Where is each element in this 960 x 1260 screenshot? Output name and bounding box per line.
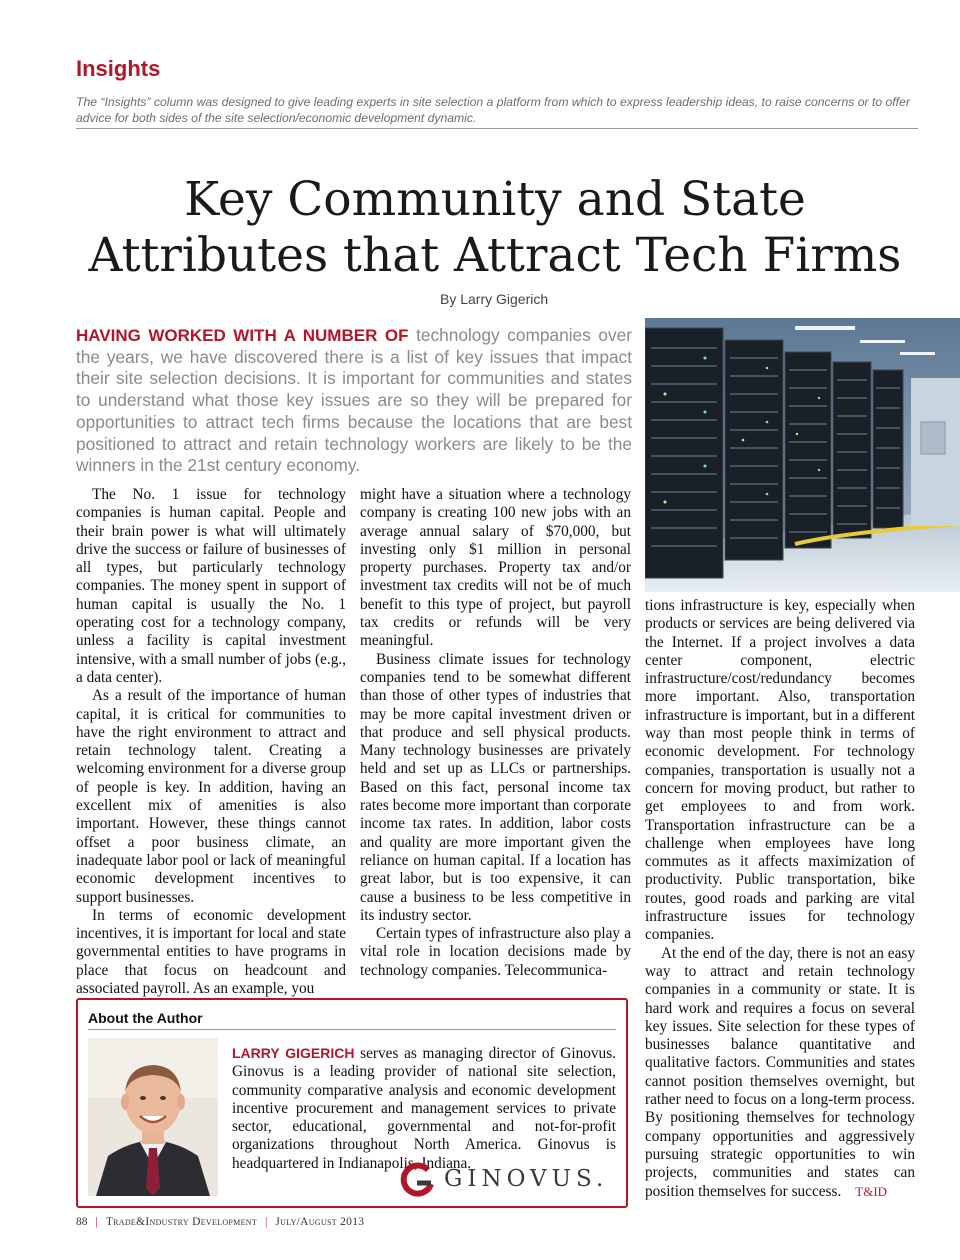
lede-lead-in: HAVING WORKED WITH A NUMBER OF [76, 326, 409, 345]
article-title-line-1: Key Community and State [184, 172, 806, 227]
article-column-1 [76, 486, 346, 998]
server-room-illustration [645, 318, 960, 592]
issue-date: July/August 2013 [275, 1216, 365, 1228]
footer-separator: | [95, 1216, 98, 1228]
author-bio-text: serves as managing director of Ginovus. Ginovus is a leading provider of national site selection, community comparative analysis and economic development incentive procurement and management services to private sector, educational, governmental and not-for-profit organizations throughout North America. Ginovus is headquartered in Indianapolis, Indiana. [232, 1045, 616, 1172]
lede-paragraph [76, 325, 632, 477]
column-1-paragraph-1: The No. 1 issue for technology companies is human capital. People and their brain power is what will ultimately drive the success or failure of businesses of all types, but particularly technology companies. The money spent in support of human capital is usually the No. 1 operating cost for a technology company, unless a facility is capital investment intensive, with a small number of jobs (e.g., a data center). [76, 486, 346, 686]
column-1-paragraph-3: In terms of economic development incentives, it is important for local and state governmental entities to have programs in place that focus on headcount and associated payroll. As an example, you [76, 906, 346, 998]
author-name: LARRY GIGERICH [232, 1045, 355, 1061]
about-author-divider [88, 1029, 616, 1030]
column-2-paragraph-1: might have a situation where a technology company is creating 100 new jobs with an average annual salary of $70,000, but investing only $1 million in personal property purchases. Property tax and/or investment tax credits will not be of much benefit to this type of project, but payroll tax credits or refunds will be very meaningful. [360, 486, 631, 650]
author-portrait-illustration [88, 1038, 218, 1196]
article-column-3 [645, 597, 915, 1201]
ginovus-logo-text: GINOVUS. [444, 1166, 609, 1192]
page-number: 88 [76, 1216, 88, 1228]
end-mark: T&ID [855, 1183, 888, 1199]
article-title-line-2: Attributes that Attract Tech Firms [88, 228, 902, 283]
author-bio [232, 1044, 616, 1173]
page-footer [76, 1216, 364, 1228]
column-3-paragraph-2 [645, 945, 915, 1201]
section-intro: The “Insights” column was designed to give leading experts in site selection a platform from which to express leadership ideas, to raise concerns or to offer advice for both sides of the site selection/economic development dynamic. [76, 95, 910, 125]
server-room-photo [645, 318, 960, 592]
lede-text: technology companies over the years, we have discovered there is a list of key issues that impact their site selection decisions. It is important for communities and states to understand what those key issues are so they will be prepared for opportunities to attract tech firms because the locations that are best positioned to attract and retain technology workers are likely to be the winners in the 21st century economy. [76, 325, 632, 476]
column-3-paragraph-1: tions infrastructure is key, especially when products or services are being delivered via the Internet. If a project involves a data center component, electric infrastructure/cost/redundancy becomes more important. Also, transportation infrastructure is important, but in a different way than most people think in terms of economic development. For technology companies, transportation is usually not a concern for moving product, but rather to get employees to and from work. Transportation infrastructure can be a challenge when employees have long commutes as it affects maximization of productivity. Public transportation, bike routes, good roads and parking are vital infrastructure issues for technology companies. [645, 597, 915, 944]
article-column-2 [360, 486, 631, 980]
header-divider [76, 128, 918, 129]
footer-separator: | [265, 1216, 268, 1228]
column-2-paragraph-2: Business climate issues for technology companies tend to be somewhat different than those of other types of industries that may be more capital investment driven or that produce and sell physical products. Many technology businesses are privately held and set up as LLCs or partnerships. Based on this fact, personal income tax rates become more important than corporate income tax rates. In addition, labor costs and quality are more important given the reliance on human capital. If a location has great labor, but is too expensive, it can cause a business to be less competitive in its industry sector. [360, 650, 631, 924]
column-3-paragraph-2-text: At the end of the day, there is not an easy way to attract and retain technology companies in a community or state. It is hard work and requires a focus on several key issues. Site selection for these types of businesses balance quantitative and qualitative factors. Communities and states cannot position themselves overnight, but rather need to focus on a long-term process. By positioning themselves for technology company opportunities and aggressively pursuing strategic opportunities to win projects, communities and states can position themselves for success. [645, 944, 915, 1200]
publication-name: Trade&Industry Development [105, 1216, 258, 1228]
column-2-paragraph-3: Certain types of infrastructure also play a vital role in location decisions made by technology companies. Telecommunica- [360, 925, 631, 979]
author-portrait [88, 1038, 218, 1196]
ginovus-logo-mark [398, 1162, 436, 1200]
ginovus-logo [398, 1160, 614, 1202]
column-1-paragraph-2: As a result of the importance of human capital, it is critical for communities to have the right environment to attract and retain technology talent. Creating a welcoming environment for a diverse group of people is key. In addition, having an excellent mix of amenities is also important. However, these things cannot offset a poor business climate, an inadequate labor pool or lack of meaningful economic development incentives to support businesses. [76, 687, 346, 906]
section-label: Insights [76, 56, 161, 81]
byline: By Larry Gigerich [440, 291, 549, 307]
about-author-title: About the Author [88, 1010, 203, 1026]
article-title [40, 172, 950, 284]
